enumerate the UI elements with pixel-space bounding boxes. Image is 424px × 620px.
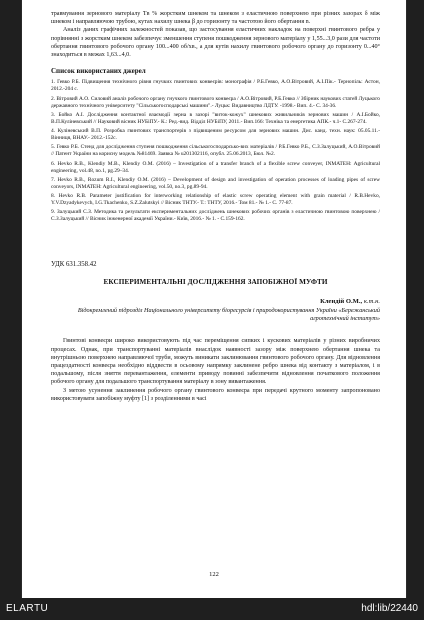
page-number: 122 xyxy=(209,571,219,578)
document-page xyxy=(22,0,406,598)
intro-paragraph-continued: травмування зернового матеріалу Tв % жорстким шнеком та шнеком з еластичною поверхнею при різних зазорах δ між шнеком і направляючою трубою, кутах нахилу шнека β до горизонту та частотою його обертання n. xyxy=(51,11,380,26)
author-line xyxy=(51,298,380,305)
handle-identifier: hdl:lib/22440 xyxy=(361,603,418,614)
author-degree: к.т.н. xyxy=(363,297,380,305)
article-title: ЕКСПЕРИМЕНТАЛЬНІ ДОСЛІДЖЕННЯ ЗАПОБІЖНОЇ МУФТИ xyxy=(103,277,328,286)
references-list xyxy=(51,79,380,223)
article-paragraph-2: З метою усунення заклинення робочого органу гвинтового конвеєра при передачі крутного моменту запропоновано використовувати запобіжну муфту [1] з розділенними в часі xyxy=(51,387,380,402)
reference-item: 9. Залуцький С.З. Методика та результати експериментальних досліджень шнекових робочих органів з еластичною гвинтовою поверхнею / С.З.Залуцький // Вісник інженерної академії України.- Київ, 2016.- № 1. - С.159-162. xyxy=(51,209,380,223)
analysis-paragraph: Аналіз даних графічних залежностей показав, що застосування еластичних накладок на поверхні гвинтового ребра у порівнянні з жорстким шнеком забезпечує зменшення ступеня пошкодження зернового матеріалу у 1,55...3,0 рази для частоти обертання гвинтового робочого органу 100...400 об/хв., а для кутів нахилу гвинтового робочого органу до горизонту 0...40° знаходиться в межах 1,63...4,0. xyxy=(51,27,380,59)
udk-code: УДК 631.358.42 xyxy=(51,260,97,268)
reference-item: 8. Hevko R.B. Parameter justification for interworking relationship of elastic screw operating element with grain material / R.B.Hevko, Y.V.Dzyadykevych, I.G.Tkachenko, S.Z.Zalutskyi // Вісник ТНТУ.- Т.: ТНТУ, 2016.- Том 81.- № 1.- С. 77-87. xyxy=(51,193,380,207)
reference-item: 1. Гевко Р.Б. Підвищення технічного рівня гнучких гвинтових конвеєрів: монографія / Р.Б.Гевко, А.О.Вітровий, А.І.Пік.- Тернопіль: Астон, 2012.-204 с. xyxy=(51,79,380,93)
reference-item: 4. Куліневський В.П. Розробка гвинтових транспортерів з підвищеним ресурсом для зернових машин. Дис. канд. техн. наук: 05.05.11.- Вінниця, ВНАУ.- 2012.-152с. xyxy=(51,128,380,142)
reference-item: 7. Hevko R.B., Rozum R.I., Klendiy O.M. (2016) – Development of design and investigation of operation processes of loading pipes of screw conveyors, INMATEH: Agricultural engineering, vol.50, no.3, pg.89-94. xyxy=(51,176,380,190)
reference-item: 3. Бойко А.І. Дослідження контактної взаємодії зерна в зазорі "виток-кожух" шнекових живильників зернових машин / А.І.Бойко, В.П.Куліневський // Науковий вісник НУБіПУ.- К.: Ред.-вид. Відділ НУБіПУ, 2011.- Вип.166: Техніка та енергетика АПК.- ч.1- С.267-274. xyxy=(51,111,380,125)
author-name: Клендій О.М., xyxy=(320,297,363,305)
reference-item: 6. Hevko R.B., Klendiy M.B., Klendiy O.M. (2016) – Investigation of a transfer branch of a flexible screw conveyer, INMATEH: Agricultural engineering, vol.48, no.1, pg.29–34. xyxy=(51,160,380,174)
reference-item: 2. Вітровий А.О. Силовий аналіз робочого органу гнучкого гвинтового конвеєра / А.О.Вітровий, Р.Б.Гевко // Збірник наукових статей Луцького державного технічного університету "Сільськогосподарські машини".- Луцьк: Видавництво ЛДТУ. -1998.- Вип. 4.- С. 34-36. xyxy=(51,95,380,109)
page-content xyxy=(51,10,380,403)
author-affiliation: Відокремлений підрозділ Національного університету біоресурсів і природокористування України «Бережанський агротехнічний інститут» xyxy=(77,306,380,322)
reference-item: 5. Гевко Р.Б. Стенд для дослідження ступеня пошкодження сільськогосподарсько-вих матеріалів / Р.Б.Гевко Р.Б., С.З.Залуцький, А.О.Вітровий // Патент України на корисну модель №81469. Заявка № u201302116, опубл. 25.06.2013, Бюл. №2. xyxy=(51,144,380,158)
repository-label: ELARTU xyxy=(6,603,49,614)
references-heading: Список використаних джерел xyxy=(51,67,146,76)
footer-bar xyxy=(0,598,424,620)
article-paragraph-1: Гвинтові конвеєри широко використовують під час переміщення сипких і кускових матеріалів у різних виробничих процесах. Однак, при транспортуванні матеріалів внаслідок наявності зазору між поверхнею обертання шнека та внутрішньою поверхнею направляючої труби, можуть виникати заклинювання гвинтового робочого органу. Для відновлення працездатності конвеєра необхідно віддвести в осьовому напрямку заклинене ребро шнека від контакту з матеріалом, і в подальшому, після зняття перевантаження, елементи приводу повинні забезпечити відновлення початкового положення робочого органу для подальшого транспортування матеріалу в зону вивантаження. xyxy=(51,338,380,386)
